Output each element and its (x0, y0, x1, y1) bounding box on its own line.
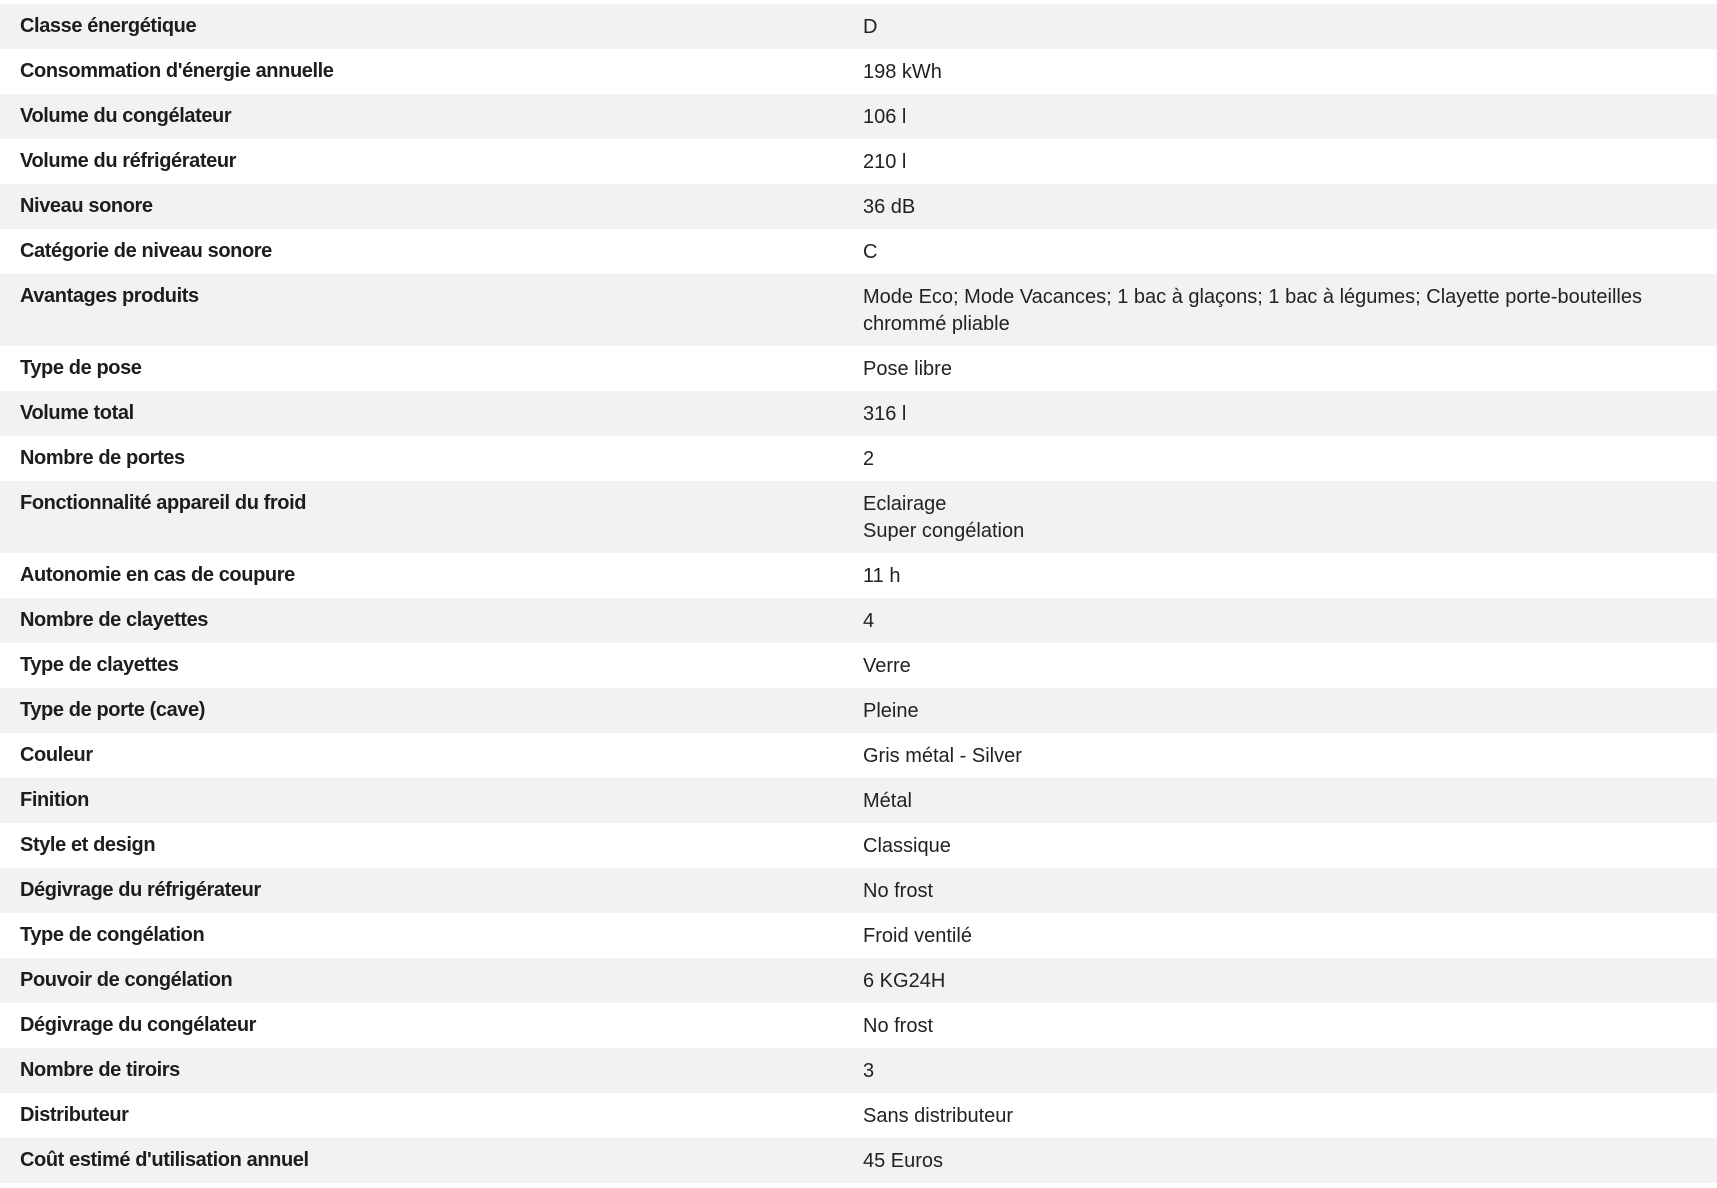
spec-row-freezing-capacity (0, 958, 1717, 1003)
spec-value: 45 Euros (863, 1150, 944, 1172)
spec-row-installation-type (0, 346, 1717, 391)
spec-value: Mode Eco; Mode Vacances; 1 bac à glaçons; 1 bac à légumes; Clayette porte-bouteilles chrommé pliable (863, 286, 1642, 335)
spec-row-noise-level (0, 184, 1717, 229)
spec-label: Volume du congélateur (20, 105, 232, 127)
spec-label: Autonomie en cas de coupure (20, 564, 295, 586)
spec-label: Volume du réfrigérateur (20, 150, 237, 172)
spec-value: D (863, 16, 878, 38)
spec-label: Couleur (20, 744, 93, 766)
spec-row-fridge-defrost (0, 868, 1717, 913)
spec-label: Catégorie de niveau sonore (20, 240, 272, 262)
spec-label: Pouvoir de congélation (20, 969, 233, 991)
spec-row-product-advantages (0, 274, 1717, 346)
spec-row-door-type (0, 688, 1717, 733)
spec-row-freezing-type (0, 913, 1717, 958)
spec-row-fridge-volume (0, 139, 1717, 184)
spec-row-freezer-volume (0, 94, 1717, 139)
spec-value: Froid ventilé (863, 925, 972, 947)
spec-row-annual-consumption (0, 49, 1717, 94)
spec-row-style (0, 823, 1717, 868)
spec-label: Fonctionnalité appareil du froid (20, 492, 307, 514)
spec-label: Dégivrage du réfrigérateur (20, 879, 261, 901)
spec-row-shelf-type (0, 643, 1717, 688)
spec-row-noise-category (0, 229, 1717, 274)
spec-label: Type de porte (cave) (20, 699, 206, 721)
spec-label: Nombre de clayettes (20, 609, 209, 631)
spec-value: Sans distributeur (863, 1105, 1014, 1127)
spec-value: No frost (863, 1015, 934, 1037)
spec-row-annual-cost (0, 1138, 1717, 1183)
spec-value: 198 kWh (863, 61, 942, 83)
spec-row-drawer-count (0, 1048, 1717, 1093)
spec-label: Consommation d'énergie annuelle (20, 60, 334, 82)
spec-value: 6 KG24H (863, 970, 946, 992)
spec-value: Verre (863, 655, 911, 677)
spec-row-total-volume (0, 391, 1717, 436)
spec-row-cooling-features (0, 481, 1717, 553)
spec-value: 36 dB (863, 196, 916, 218)
spec-label: Niveau sonore (20, 195, 153, 217)
spec-value: 210 l (863, 151, 907, 173)
spec-row-color (0, 733, 1717, 778)
spec-row-door-count (0, 436, 1717, 481)
spec-label: Finition (20, 789, 89, 811)
spec-label: Avantages produits (20, 285, 199, 307)
spec-value: No frost (863, 880, 934, 902)
spec-value: Classique (863, 835, 951, 857)
spec-row-shelf-count (0, 598, 1717, 643)
spec-value: 106 l (863, 106, 907, 128)
spec-label: Nombre de tiroirs (20, 1059, 180, 1081)
spec-value: 11 h (863, 565, 901, 587)
spec-label: Type de pose (20, 357, 142, 379)
spec-label: Volume total (20, 402, 134, 424)
spec-row-freezer-defrost (0, 1003, 1717, 1048)
spec-value: Pose libre (863, 358, 952, 380)
spec-label: Nombre de portes (20, 447, 185, 469)
spec-value: Gris métal - Silver (863, 745, 1022, 767)
spec-label: Type de congélation (20, 924, 205, 946)
spec-value: 4 (863, 610, 875, 632)
spec-label: Dégivrage du congélateur (20, 1014, 257, 1036)
spec-row-energy-class (0, 4, 1717, 49)
spec-label: Type de clayettes (20, 654, 179, 676)
specifications-table (0, 4, 1717, 1183)
spec-value: Métal (863, 790, 912, 812)
spec-value: Eclairage Super congélation (863, 493, 1025, 542)
spec-value: Pleine (863, 700, 919, 722)
spec-row-dispenser (0, 1093, 1717, 1138)
spec-row-power-outage-autonomy (0, 553, 1717, 598)
spec-value: C (863, 241, 878, 263)
spec-label: Coût estimé d'utilisation annuel (20, 1149, 309, 1171)
spec-row-finish (0, 778, 1717, 823)
spec-value: 2 (863, 448, 875, 470)
spec-label: Classe énergétique (20, 15, 197, 37)
spec-value: 3 (863, 1060, 875, 1082)
spec-label: Style et design (20, 834, 156, 856)
spec-label: Distributeur (20, 1104, 129, 1126)
spec-value: 316 l (863, 403, 907, 425)
